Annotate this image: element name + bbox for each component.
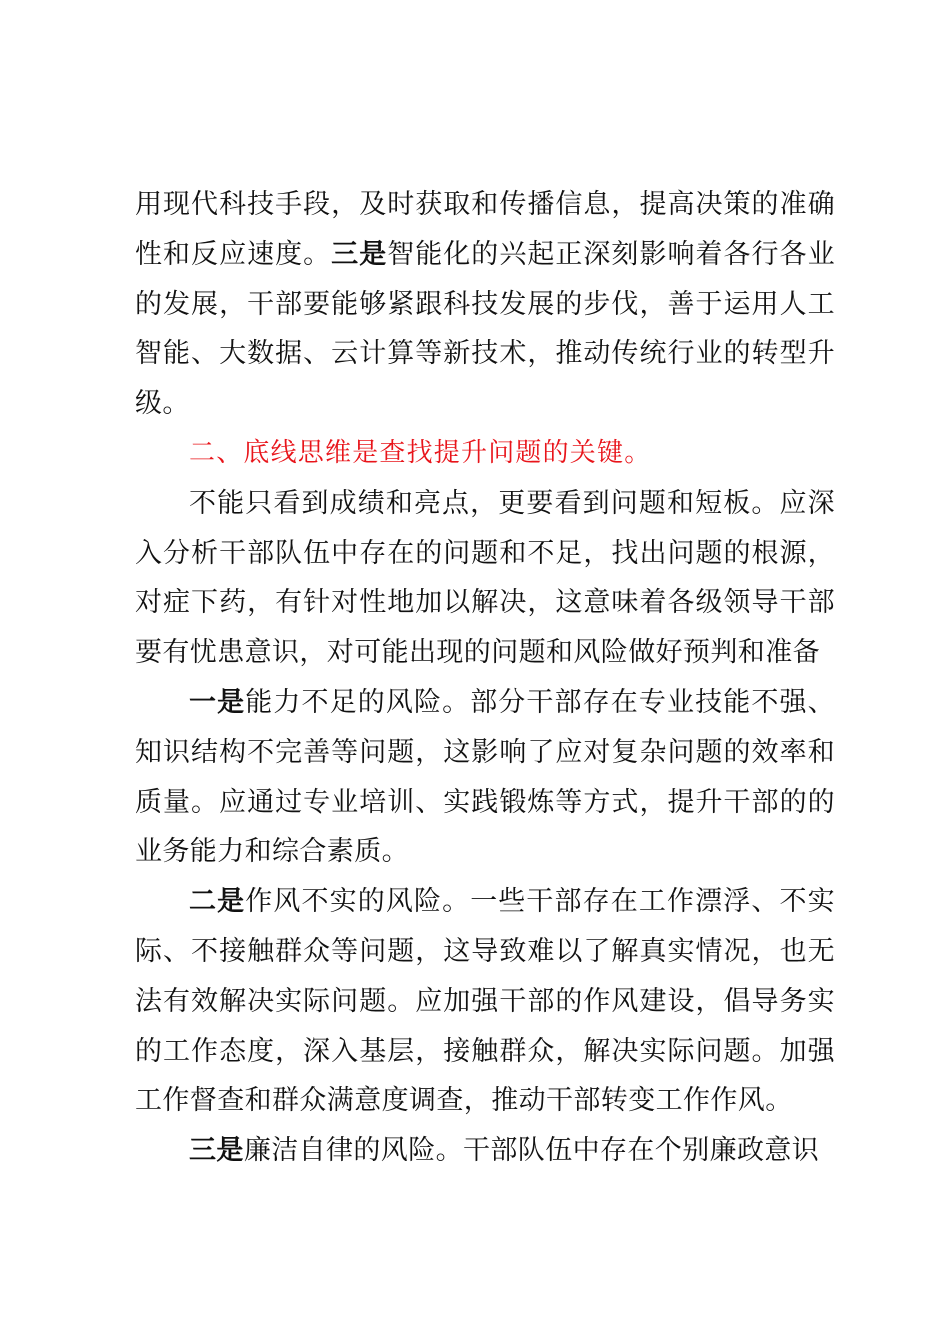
paragraph-text: 能力不足的风险。部分干部存在专业技能不强、知识结构不完善等问题，这影响了应对复杂问题的效率和质量。应通过专业培训、实践锻炼等方式，提升干部的的业务能力和综合素质。 [135,686,835,868]
section-heading-2: 二、底线思维是查找提升问题的关键。 [189,437,652,468]
paragraph-tech [135,180,835,429]
paragraph-text: 廉洁自律的风险。干部队伍中存在个别廉政意识 [243,1135,820,1167]
point-lead-2: 二是 [189,886,246,918]
paragraph-bottom-line: 不能只看到成绩和亮点，更要看到问题和短板。应深入分析干部队伍中存在的问题和不足，找出问题的根源，对症下药，有针对性地加以解决，这意味着各级领导干部要有忧患意识，对可能出现的问题和风险做好预判和准备 [135,487,835,669]
document-body [135,180,835,1176]
point-lead-3: 三是 [331,238,388,270]
paragraph-risk-3 [135,1126,835,1176]
paragraph-risk-1 [135,678,835,877]
point-lead-1: 一是 [189,686,246,718]
paragraph-text: 智能化的兴起正深刻影响着各行各业的发展，干部要能够紧跟科技发展的步伐，善于运用人工智能、大数据、云计算等新技术，推动传统行业的转型升级。 [135,238,835,420]
paragraph-text: 作风不实的风险。一些干部存在工作漂浮、不实际、不接触群众等问题，这导致难以了解真实情况，也无法有效解决实际问题。应加强干部的作风建设，倡导务实的工作态度，深入基层，接触群众，解决实际问题。加强工作督查和群众满意度调查，推动干部转变工作作风。 [135,886,835,1117]
point-lead-3b: 三是 [189,1135,244,1167]
paragraph-risk-2 [135,877,835,1126]
paragraph-text: 用现代科技手段，及时获取和传播信息，提高决策的准确性和反应速度。 [135,189,835,270]
